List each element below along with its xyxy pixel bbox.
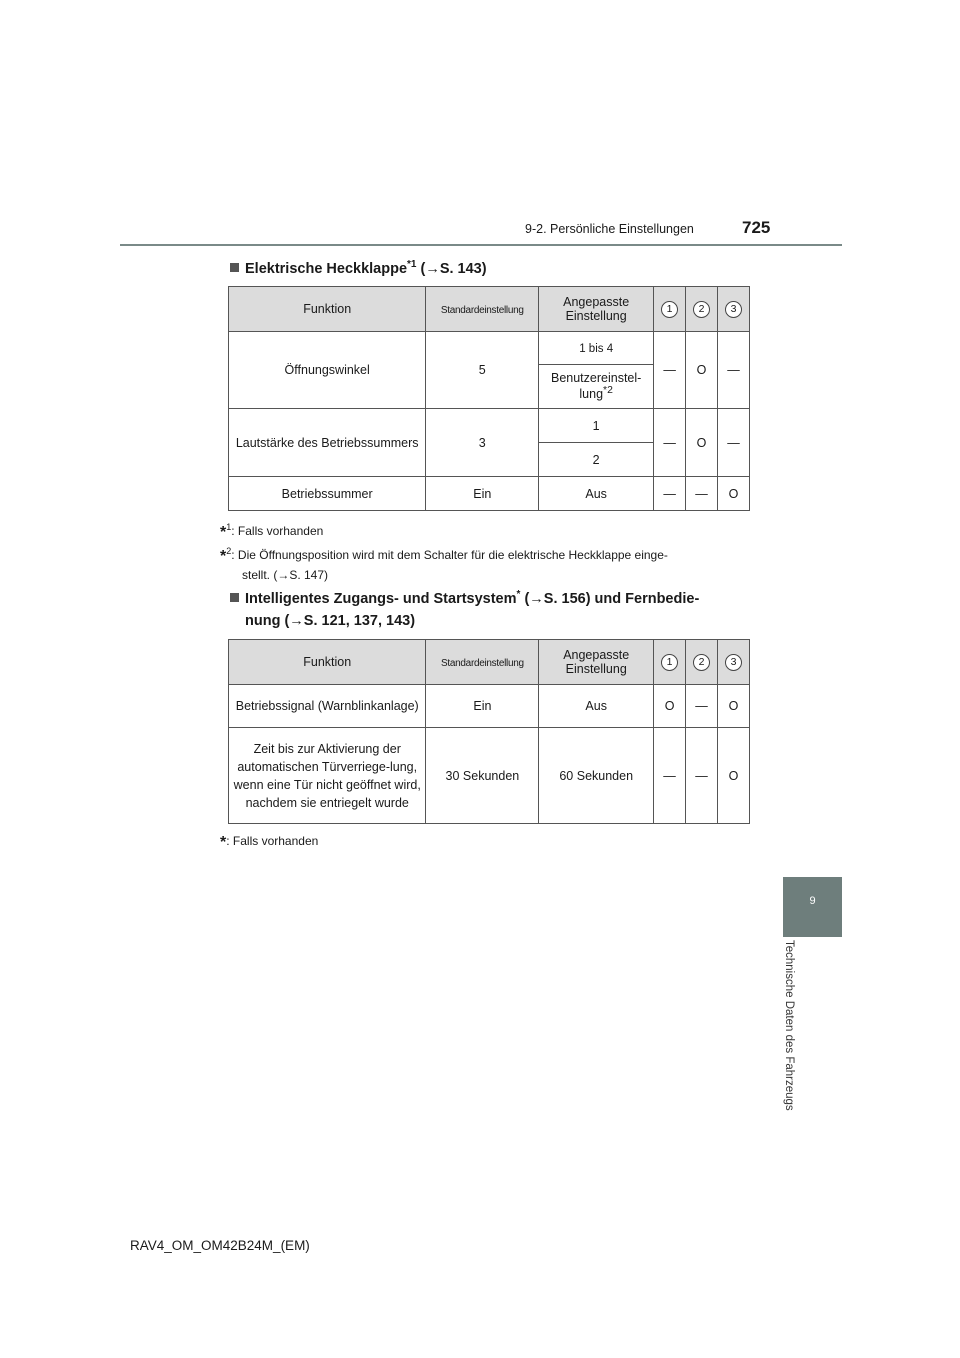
cell-c1: —	[654, 332, 686, 409]
cell-standard: Ein	[426, 477, 539, 511]
cell-angepasst: Aus	[539, 477, 654, 511]
cell-c1: —	[654, 728, 686, 824]
col-header-angepasst: Angepasste Einstellung	[539, 287, 654, 332]
table-header-row	[229, 287, 750, 332]
cell-funktion: Zeit bis zur Aktivierung der automatischen Türverriege-lung, wenn eine Tür nicht geöffnet wird, nachdem sie entriegelt wurde	[229, 728, 426, 824]
col-header-1	[654, 640, 686, 685]
footnote-number: 1	[226, 522, 232, 532]
cell-option: 1	[539, 409, 654, 443]
cell-option	[539, 365, 654, 409]
heading-text: Intelligentes Zugangs- und Startsystem	[245, 590, 517, 607]
table-row	[229, 685, 750, 728]
circled-number-1: 1	[661, 301, 678, 318]
cell-option: 2	[539, 443, 654, 477]
footnote-ref: *2	[603, 385, 613, 397]
option-text: 1 bis 4	[579, 343, 614, 355]
table-header-row	[229, 640, 750, 685]
cell-funktion: Betriebssummer	[229, 477, 426, 511]
col-header-funktion: Funktion	[229, 640, 426, 685]
settings-table-zugangssystem	[228, 639, 750, 824]
footnote-2	[220, 542, 750, 584]
table-row	[229, 477, 750, 511]
chapter-tab	[783, 877, 842, 937]
table-row	[229, 332, 750, 365]
col-header-2	[686, 287, 718, 332]
col-header-3	[717, 640, 749, 685]
chapter-label	[783, 940, 807, 1140]
cell-standard: 5	[426, 332, 539, 409]
col-header-2	[686, 640, 718, 685]
cell-c3: —	[718, 409, 750, 477]
heading-footnote-ref: *1	[407, 259, 417, 270]
cell-standard: 3	[426, 409, 539, 477]
heading-page-ref: (→S. 143)	[416, 260, 487, 277]
footnote-text: : Die Öffnungsposition wird mit dem Schalter für die elektrische Heckklappe einge-	[231, 548, 668, 562]
cell-funktion: Betriebssignal (Warnblinkanlage)	[229, 685, 426, 728]
heading-text-line2: nung (→S. 121, 137, 143)	[245, 612, 416, 629]
heading-footnote-ref: *	[516, 589, 521, 600]
cell-c2: O	[686, 409, 718, 477]
heading-text: Elektrische Heckklappe	[245, 260, 408, 277]
chapter-label-text: Technische Daten des Fahrzeugs	[783, 940, 795, 1111]
header-divider	[120, 244, 842, 246]
cell-c3: —	[718, 332, 750, 409]
footnote-section2	[220, 832, 750, 852]
cell-c3: O	[717, 685, 749, 728]
cell-c2: —	[686, 728, 718, 824]
footnote-mark: *	[220, 834, 227, 851]
document-code: RAV4_OM_OM42B24M_(EM)	[130, 1238, 310, 1253]
section-heading-heckklappe	[230, 254, 750, 280]
cell-c2: O	[686, 332, 718, 409]
heading-page-ref: (→S. 156) und Fernbedie-	[520, 590, 700, 607]
table-row	[229, 728, 750, 824]
cell-standard: Ein	[426, 685, 539, 728]
cell-c1: —	[654, 409, 686, 477]
circled-number-3: 3	[725, 654, 742, 671]
page-number: 725	[742, 218, 771, 237]
running-header: 9-2. Persönliche Einstellungen	[525, 222, 694, 236]
cell-c2: —	[686, 685, 718, 728]
footnote-text-continued: stellt. (→S. 147)	[242, 568, 329, 582]
cell-c1: —	[654, 477, 686, 511]
col-header-1	[654, 287, 686, 332]
footnote-mark: *	[220, 548, 227, 565]
square-bullet-icon	[230, 263, 239, 272]
section-heading-zugangssystem	[230, 584, 750, 632]
footnote-1	[220, 518, 750, 542]
col-header-standard	[426, 287, 539, 332]
col-header-funktion: Funktion	[229, 287, 426, 332]
col-header-angepasst: Angepasste Einstellung	[539, 640, 654, 685]
cell-funktion: Lautstärke des Betriebssummers	[229, 409, 426, 477]
col-header-standard	[426, 640, 539, 685]
cell-angepasst: Aus	[539, 685, 654, 728]
footnote-number: 2	[226, 546, 232, 556]
cell-standard: 30 Sekunden	[426, 728, 539, 824]
table-row	[229, 409, 750, 443]
footnote-text: : Falls vorhanden	[226, 834, 319, 848]
circled-number-3: 3	[725, 301, 742, 318]
circled-number-1: 1	[661, 654, 678, 671]
option-text: Benutzereinstel-lung	[550, 371, 642, 402]
circled-number-2: 2	[693, 301, 710, 318]
cell-funktion: Öffnungswinkel	[229, 332, 426, 409]
circled-number-2: 2	[693, 654, 710, 671]
footnote-mark: *	[220, 524, 227, 541]
cell-option	[539, 332, 654, 365]
cell-angepasst: 60 Sekunden	[539, 728, 654, 824]
col-header-standard-text: Standardeinstellung	[440, 305, 524, 316]
settings-table-heckklappe	[228, 286, 750, 511]
cell-c3: O	[718, 477, 750, 511]
col-header-standard-text: Standardeinstellung	[441, 658, 524, 669]
cell-c1: O	[654, 685, 686, 728]
footnote-text: : Falls vorhanden	[231, 524, 324, 538]
square-bullet-icon	[230, 593, 239, 602]
cell-c3: O	[717, 728, 749, 824]
col-header-3	[718, 287, 750, 332]
cell-c2: —	[686, 477, 718, 511]
chapter-number: 9	[809, 895, 816, 907]
